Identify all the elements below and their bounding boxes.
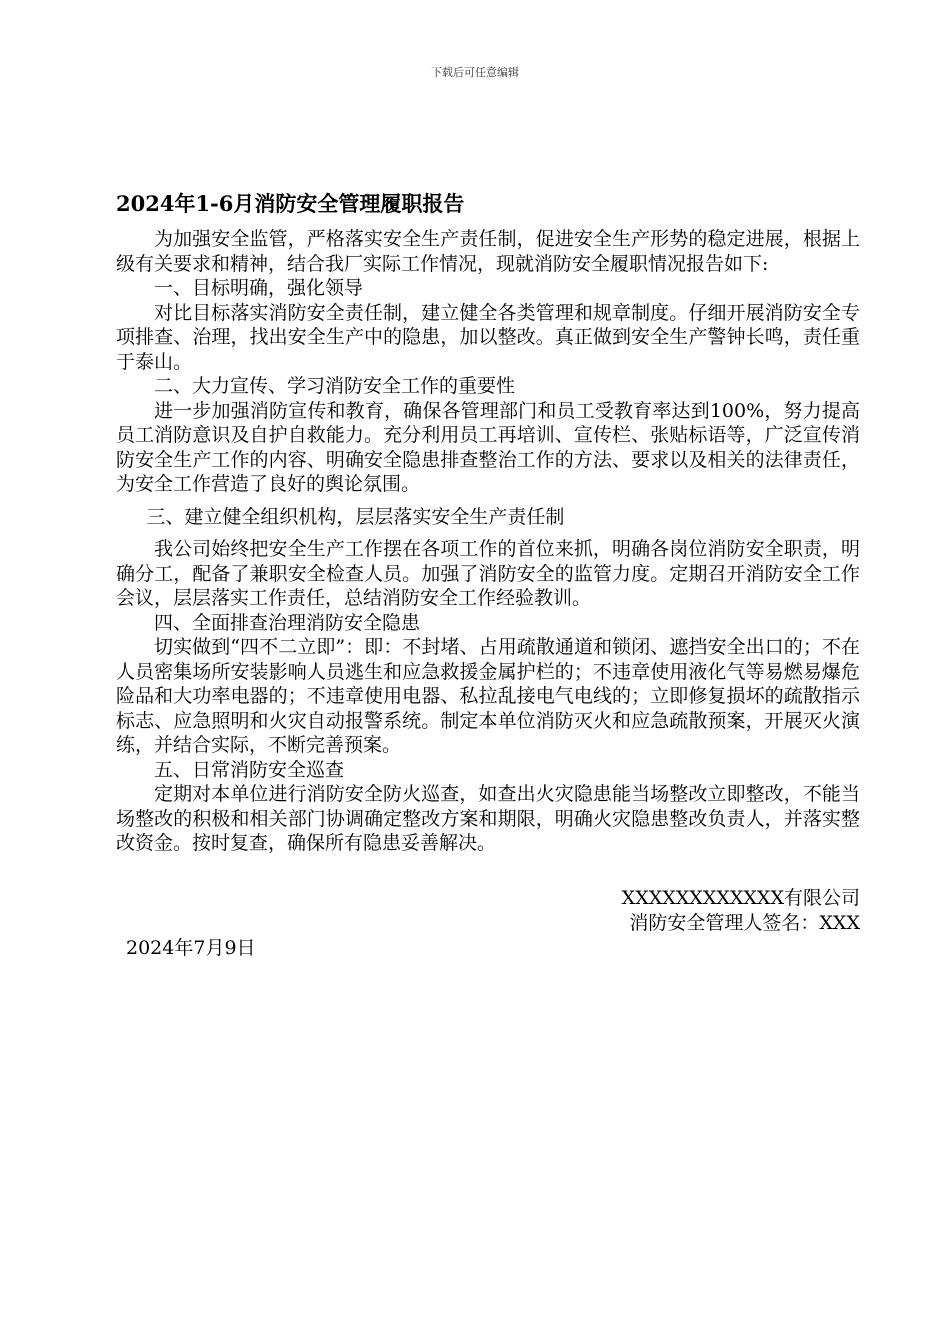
section-body-1: 对比目标落实消防安全责任制，建立健全各类管理和规章制度。仔细开展消防安全专项排查、治理，找出安全生产中的隐患，加以整改。真正做到安全生产警钟长鸣，责任重于泰山。 (116, 301, 860, 373)
section-heading-4: 四、全面排查治理消防安全隐患 (154, 611, 421, 634)
section-heading-2: 二、大力宣传、学习消防安全工作的重要性 (154, 375, 516, 397)
section-body-5: 定期对本单位进行消防安全防火巡查，如查出火灾隐患能当场整改立即整改，不能当场整改的积极和相关部门协调确定整改方案和期限，明确火灾隐患整改负责人，并落实整改资金。按时复查，确保所有隐患妥善解决。 (116, 783, 860, 854)
report-date: 2024年7月9日 (126, 936, 256, 959)
document-title: 2024年1-6月消防安全管理履职报告 (116, 191, 465, 216)
intro-paragraph: 为加强安全监管，严格落实安全生产责任制，促进安全生产形势的稳定进展，根据上级有关要求和精神，结合我厂实际工作情况，现就消防安全履职情况报告如下: (116, 228, 860, 275)
section-body-3: 我公司始终把安全生产工作摆在各项工作的首位来抓，明确各岗位消防安全职责，明确分工，配备了兼职安全检查人员。加强了消防安全的监管力度。定期召开消防安全工作会议，层层落实工作责任，总结消防安全工作经验教训。 (116, 538, 860, 609)
document-body (116, 187, 860, 961)
section-heading-1: 一、目标明确，强化领导 (154, 277, 364, 299)
section-heading-3: 三、建立健全组织机构，层层落实安全生产责任制 (146, 505, 565, 528)
section-heading-5: 五、日常消防安全巡查 (154, 758, 345, 781)
company-name: XXXXXXXXXXXX有限公司 (621, 886, 860, 909)
signature-block (116, 886, 860, 936)
header-note: 下载后可任意编辑 (431, 66, 519, 79)
section-body-2: 进一步加强消防宣传和教育，确保各管理部门和员工受教育率达到100%，努力提高员工消防意识及自护自救能力。充分利用员工再培训、宣传栏、张贴标语等，广泛宣传消防安全生产工作的内容、明确安全隐患排查整治工作的方法、要求以及相关的法律责任，为安全工作营造了良好的舆论氛围。 (116, 399, 860, 495)
section-body-4: 切实做到“四不二立即”：即：不封堵、占用疏散通道和锁闭、遮挡安全出口的；不在人员密集场所安装影响人员逃生和应急救援金属护栏的；不违章使用液化气等易燃易爆危险品和大功率电器的；不违章使用电器、私拉乱接电气电线的；立即修复损坏的疏散指示标志、应急照明和火灾自动报警系统。制定本单位消防灭火和应急疏散预案，开展灭火演练，并结合实际，不断完善预案。 (116, 636, 860, 756)
signer-line: 消防安全管理人签名：XXX (629, 911, 860, 934)
